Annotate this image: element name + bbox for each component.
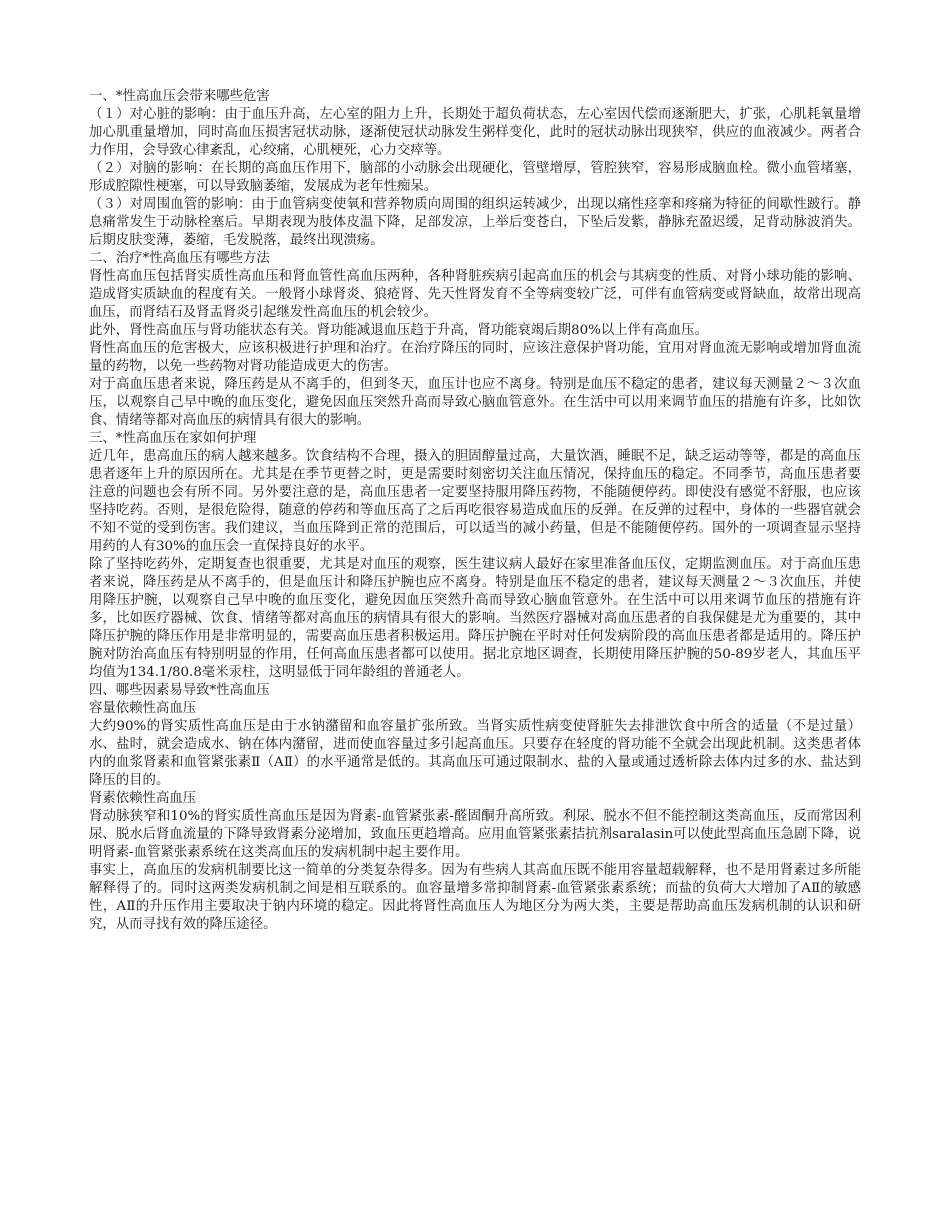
- section-heading: 二、治疗*性高血压有哪些方法: [89, 251, 270, 266]
- subheading: 容量依赖性高血压: [89, 701, 197, 716]
- paragraph: 此外，肾性高血压与肾功能状态有关。肾功能减退血压趋于升高，肾功能衰竭后期80%以上伴有高血压。: [89, 323, 708, 338]
- paragraph: 近几年，患高血压的病人越来越多。饮食结构不合理，摄入的胆固醇量过高，大量饮酒，睡眠不足，缺乏运动等等，都是的高血压患者逐年上升的原因所在。尤其是在季节更替之时，更是需要时刻密切关注血压情况，保持血压的稳定。不同季节，高血压患者要注意的问题也会有所不同。另外要注意的是，高血压患者一定要坚持服用降压药物，不能随便停药。即使没有感觉不舒服，也应该坚持吃药。否则，是很危险得，随意的停药和等血压高了之后再吃很容易造成血压的反弹。在反弹的过程中，身体的一些器官就会不知不觉的受到伤害。我们建议，当血压降到正常的范围后，可以适当的减小药量，但是不能随便停药。国外的一项调查显示坚持用药的人有30%的血压会一直保持良好的水平。: [89, 449, 861, 554]
- section-heading: 四、哪些因素易导致*性高血压: [89, 683, 270, 698]
- paragraph: 肾性高血压的危害极大，应该积极进行护理和治疗。在治疗降压的同时，应该注意保护肾功能，宜用对肾血流无影响或增加肾血流量的药物，以免一些药物对肾功能造成更大的伤害。: [89, 341, 861, 374]
- section-heading: 三、*性高血压在家如何护理: [89, 431, 257, 446]
- document-body: [89, 88, 861, 934]
- section-heading: 一、*性高血压会带来哪些危害: [89, 89, 270, 104]
- paragraph: 肾动脉狭窄和10%的肾实质性高血压是因为肾素-血管紧张素-醛固酮升高所致。利尿、脱水不但不能控制这类高血压，反而常因利尿、脱水后肾血流量的下降导致肾素分泌增加，致血压更趋增高。应用血管紧张素拮抗剂saralasin可以使此型高血压急剧下降，说明肾素-血管紧张素系统在这类高血压的发病机制中起主要作用。: [89, 809, 861, 860]
- section-harms: [89, 88, 861, 250]
- section-causes: [89, 682, 861, 934]
- paragraph: 除了坚持吃药外，定期复查也很重要，尤其是对血压的观察，医生建议病人最好在家里准备血压仪，定期监测血压。对于高血压患者来说，降压药是从不离手的，但是血压计和降压护腕也应不离身。特别是血压不稳定的患者，建议每天测量２～３次血压，并使用降压护腕，以观察自己早中晚的血压变化，避免因血压突然升高而导致心脑血管意外。在生活中可以用来调节血压的措施有许多，比如医疗器械、饮食、情绪等都对高血压的病情具有很大的影响。当然医疗器械对高血压患者的自我保健是尤为重要的，其中降压护腕的降压作用是非常明显的，需要高血压患者积极运用。降压护腕在平时对任何发病阶段的高血压患者都是适用的。降压护腕对防治高血压有特别明显的作用，任何高血压患者都可以使用。据北京地区调查，长期使用降压护腕的50-89岁老人，其血压平均值为134.1/80.8毫米汞柱，这明显低于同年龄组的普通老人。: [89, 557, 861, 680]
- paragraph: （１）对心脏的影响：由于血压升高，左心室的阻力上升，长期处于超负荷状态，左心室因代偿而逐渐肥大，扩张，心肌耗氧量增加心肌重量增加，同时高血压损害冠状动脉，逐渐使冠状动脉发生粥样变化，此时的冠状动脉出现狭窄，供应的血液减少。两者合力作用，会导致心律紊乱，心绞痛，心肌梗死，心力交瘁等。: [89, 107, 861, 158]
- paragraph: （３）对周围血管的影响：由于血管病变使氧和营养物质向周围的组织运转减少，出现以痛性痉挛和疼痛为特征的间歇性跛行。静息痛常发生于动脉栓塞后。早期表现为肢体皮温下降，足部发凉，上举后变苍白，下坠后发紫，静脉充盈迟缓，足背动脉波消失。后期皮肤变薄，萎缩，毛发脱落，最终出现溃疡。: [89, 197, 861, 248]
- section-home-care: [89, 430, 861, 682]
- paragraph: 大约90%的肾实质性高血压是由于水钠潴留和血容量扩张所致。当肾实质性病变使肾脏失去排泄饮食中所含的适量（不是过量）水、盐时，就会造成水、钠在体内潴留，进而使血容量过多引起高血压。只要存在轻度的肾功能不全就会出现此机制。这类患者体内的血浆肾素和血管紧张素Ⅱ（AⅡ）的水平通常是低的。其高血压可通过限制水、盐的入量或通过透析除去体内过多的水、盐达到降压的目的。: [89, 719, 861, 788]
- paragraph: 对于高血压患者来说，降压药是从不离手的，但到冬天，血压计也应不离身。特别是血压不稳定的患者，建议每天测量２～３次血压，以观察自己早中晚的血压变化，避免因血压突然升高而导致心脑血管意外。在生活中可以用来调节血压的措施有许多，比如饮食、情绪等都对高血压的病情具有很大的影响。: [89, 377, 861, 428]
- paragraph: 肾性高血压包括肾实质性高血压和肾血管性高血压两种，各种肾脏疾病引起高血压的机会与其病变的性质、对肾小球功能的影响、造成肾实质缺血的程度有关。一般肾小球肾炎、狼疮肾、先天性肾发育不全等病变较广泛，可伴有血管病变或肾缺血，故常出现高血压，而肾结石及肾盂肾炎引起继发性高血压的机会较少。: [89, 269, 861, 320]
- section-treatment: [89, 250, 861, 430]
- paragraph: 事实上，高血压的发病机制要比这一简单的分类复杂得多。因为有些病人其高血压既不能用容量超载解释，也不是用肾素过多所能解释得了的。同时这两类发病机制之间是相互联系的。血容量增多常抑制肾素-血管紧张素系统；而盐的负荷大大增加了AⅡ的敏感性，AⅡ的升压作用主要取决于钠内环境的稳定。因此将肾性高血压人为地区分为两大类，主要是帮助高血压发病机制的认识和研究，从而寻找有效的降压途径。: [89, 863, 861, 932]
- subheading: 肾素依赖性高血压: [89, 791, 197, 806]
- paragraph: （２）对脑的影响：在长期的高血压作用下，脑部的小动脉会出现硬化，管壁增厚，管腔狭窄，容易形成脑血栓。微小血管堵塞，形成腔隙性梗塞，可以导致脑萎缩，发展成为老年性痴呆。: [89, 161, 861, 194]
